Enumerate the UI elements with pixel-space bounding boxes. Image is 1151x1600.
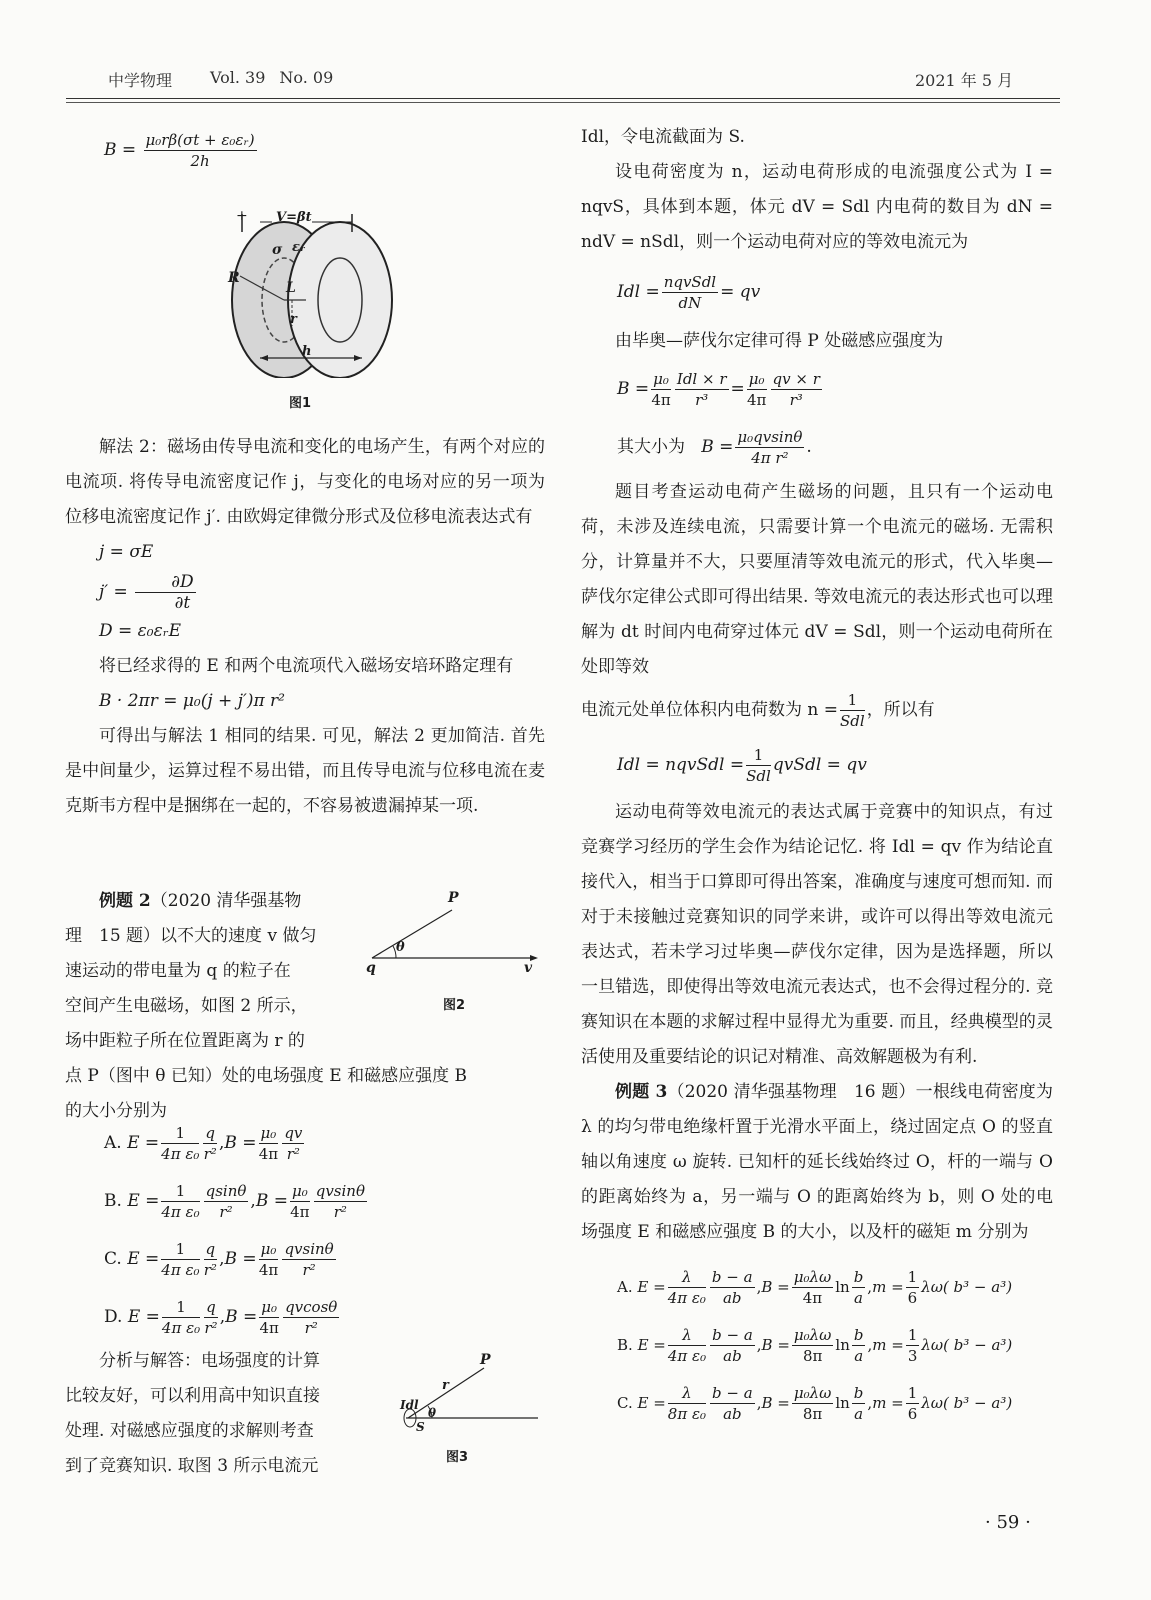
answer-line2: 比较友好，可以利用高中知识直接 <box>65 1386 320 1406</box>
option-d: D. E = $\frac{1}{\text{4π ε₀}}$ $\frac{q}{\text{r²}}$ , B = $\frac{\text{μ₀}}{4\pi}$ $\frac{qvcos\theta}{\text{r²}}$ <box>104 1297 338 1337</box>
running-header <box>108 68 333 91</box>
ex3-option-c: C. E = $\frac{\lambda}{\text{8π ε₀}}$ $\frac{b - a}{ab}$ , B = $\frac{\text{μ₀λω}}{8\pi}$ ln $\frac{b}{a}$ , m = $\frac{1}{6}$ λω( b³ − a³) <box>617 1383 1013 1423</box>
example-2-line7: 的大小分别为 <box>65 1101 167 1121</box>
figure-3 <box>396 1352 546 1436</box>
fig2-q: q <box>366 960 376 976</box>
figure-3-caption: 图3 <box>446 1450 469 1465</box>
example-2-line2: 理 15 题）以不大的速度 v 做匀 <box>65 926 317 946</box>
fig3-r: r <box>442 1378 449 1393</box>
fig3-Idl: Idl <box>400 1398 419 1412</box>
fig3-theta: θ <box>428 1406 437 1420</box>
discussion-paragraph: 题目考查运动电荷产生磁场的问题，且只有一个运动电荷，未涉及连续电流，只需要计算一个电流元的磁场. 无需积分，计算量并不大，只要厘清等效电流元的形式，代入毕奥—萨伐尔定律公式即可得出结果. 等效电流元的表达形式也可以理解为 dt 时间内电荷穿过体元 dV = Sdl，则一个运动电荷所在处即等效 <box>581 482 1053 677</box>
volume: Vol. 39 <box>210 68 266 87</box>
equation-magnitude: 其大小为 B = $\frac{\text{μ₀qvsinθ}}{\text{4π r²}}$ . <box>617 427 812 467</box>
fig1-voltage-label: V=βt <box>276 210 312 225</box>
journal-name: 中学物理 <box>108 71 173 90</box>
issue-number: No. 09 <box>279 68 334 87</box>
issue-date: 2021 年 5 月 <box>915 71 1014 90</box>
equation-biot-savart: B = $\frac{\text{μ₀}}{4\pi}$ $\frac{\text{Idl × r}}{\text{r³}}$ = $\frac{\text{μ₀}}{4\pi}$ $\frac{qv \times r}{\text{r³}}$ <box>617 369 820 409</box>
answer-line3: 处理. 对磁感应强度的求解则考查 <box>65 1421 314 1441</box>
fig3-P: P <box>480 1352 491 1368</box>
fig2-P: P <box>448 890 459 906</box>
header-rule <box>66 98 1060 99</box>
left-column <box>65 430 545 824</box>
analysis-answer <box>65 1344 375 1484</box>
example-2-title: 例题 2 <box>99 891 151 911</box>
fig1-plus: + <box>236 208 248 224</box>
example-2-line1: （2020 清华强基物 <box>150 891 302 911</box>
fig1-R: R <box>228 270 240 286</box>
answer-line1: 分析与解答：电场强度的计算 <box>99 1351 320 1371</box>
equation-D: D = ε₀εᵣE <box>99 621 182 641</box>
equation-equivalence: Idl = nqvSdl = $\frac{1}{\text{Sdl}}$ qvSdl = qv <box>617 745 867 785</box>
example-2-line3: 速运动的带电量为 q 的粒子在 <box>65 961 291 981</box>
example-2-options <box>104 1114 544 1346</box>
fig2-v: v <box>524 960 533 976</box>
ampere-paragraph: 将已经求得的 E 和两个电流项代入磁场安培环路定理有 <box>99 656 514 676</box>
fig1-r: r <box>290 312 297 327</box>
option-c: C. E = $\frac{1}{\text{4π ε₀}}$ $\frac{q}{\text{r²}}$ , B = $\frac{\text{μ₀}}{4\pi}$ $\frac{qvsin\theta}{\text{r²}}$ <box>104 1239 334 1279</box>
fig1-h: h <box>302 344 312 359</box>
option-a: A. E = $\frac{1}{\text{4π ε₀}}$ $\frac{q}{\text{r²}}$ , B = $\frac{\text{μ₀}}{4\pi}$ $\frac{qv}{\text{r²}}$ <box>104 1123 303 1163</box>
fig1-sigma: σ <box>272 242 283 258</box>
example-2-line4: 空间产生电磁场，如图 2 所示， <box>65 996 308 1016</box>
option-b: B. E = $\frac{1}{\text{4π ε₀}}$ $\frac{qsin\theta}{\text{r²}}$ , B = $\frac{\text{μ₀}}{4\pi}$ $\frac{qvsin\theta}{\text{r²}}$ <box>104 1181 365 1221</box>
fig1-eps: εᵣ <box>292 240 306 255</box>
right-column <box>581 120 1053 1432</box>
example-3-title: 例题 3 <box>615 1082 668 1102</box>
figure-2 <box>366 890 546 976</box>
example-2-line5: 场中距粒子所在位置距离为 r 的 <box>65 1031 305 1051</box>
page-number: · 59 · <box>985 1512 1031 1533</box>
example-3-options <box>581 1258 1053 1432</box>
equation-top: B = $\frac{\text{μ₀rβ(σt + ε₀εᵣ)}}{2h}$ <box>104 131 255 170</box>
conclusion-paragraph: 可得出与解法 1 相同的结果. 可见，解法 2 更加简洁. 首先是中间量少，运算过程不易出错，而且传导电流与位移电流在麦克斯韦方程中是捆绑在一起的，不容易被遗漏掉某一项. <box>65 726 545 816</box>
density-line: 电流元处单位体积内电荷数为 n = $\frac{1}{\text{Sdl}}$ ，所以有 <box>581 690 935 730</box>
header-rule-thin <box>66 102 1060 103</box>
solution-2-paragraph: 解法 2：磁场由传导电流和变化的电场产生，有两个对应的电流项. 将传导电流密度记作 j，与变化的电场对应的另一项为位移电流密度记作 j′. 由欧姆定律微分形式及位移电流表达式有 <box>65 437 545 527</box>
fig3-S: S <box>416 1420 425 1434</box>
ex3-option-a: A. E = $\frac{\lambda}{\text{4π ε₀}}$ $\frac{b - a}{ab}$ , B = $\frac{\text{μ₀λω}}{4\pi}$ ln $\frac{b}{a}$ , m = $\frac{1}{6}$ λω( b³ − a³) <box>617 1267 1013 1307</box>
right-line1: Idl，令电流截面为 S. <box>581 127 745 147</box>
ex3-option-b: B. E = $\frac{\lambda}{\text{4π ε₀}}$ $\frac{b - a}{ab}$ , B = $\frac{\text{μ₀λω}}{8\pi}$ ln $\frac{b}{a}$ , m = $\frac{1}{3}$ λω( b³ − a³) <box>617 1325 1013 1365</box>
answer-line4: 到了竞赛知识. 取图 3 所示电流元 <box>65 1456 319 1476</box>
fig1-L: L <box>286 280 296 296</box>
example-2-line6: 点 P（图中 θ 已知）处的电场强度 E 和磁感应强度 B <box>65 1066 467 1086</box>
figure-1 <box>212 208 402 378</box>
figure-1-caption: 图1 <box>289 396 312 411</box>
equation-j-prime: j′ = $\frac{\partial D}{\partial t}$ <box>99 572 194 613</box>
competition-paragraph: 运动电荷等效电流元的表达式属于竞赛中的知识点，有过竞赛学习经历的学生会作为结论记忆. 将 Idl = qv 作为结论直接代入，相当于口算即可得出答案，准确度与速度可想而知. 而对于未接触过竞赛知识的同学来讲，或许可以得出等效电流元表达式，若未学习过毕奥—萨伐尔定律，因为是选择题，所以一旦错选，即使得出等效电流元表达式，也不会得过程分的. 竞赛知识在本题的求解过程中显得尤为重要. 而且，经典模型的灵活使用及重要结论的识记对精准、高效解题极为有利. <box>581 802 1053 1067</box>
example-3: 例题 3（2020 清华强基物理 16 题）一根线电荷密度为 λ 的均匀带电绝缘杆置于光滑水平面上，绕过固定点 O 的竖直轴以角速度 ω 旋转. 已知杆的延长线始终过 O，杆的一端与 O 的距离始终为 a，另一端与 O 的距离始终为 b，则 O 处的电场强度 E 和磁感应强度 B 的大小，以及杆的磁矩 m 分别为 <box>581 1082 1053 1242</box>
equation-current-element: Idl = $\frac{\text{nqvSdl}}{dN}$ = qv <box>617 272 761 312</box>
equation-j: j = σE <box>99 542 154 562</box>
example-2 <box>65 884 365 1059</box>
charge-density-paragraph: 设电荷密度为 n，运动电荷形成的电流强度公式为 I = nqvS，具体到本题，体元 dV = Sdl 内电荷的数目为 dN = ndV = nSdl，则一个运动电荷对应的等效电流元为 <box>581 162 1053 252</box>
figure-2-caption: 图2 <box>443 998 466 1013</box>
biot-savart-paragraph: 由毕奥—萨伐尔定律可得 P 处磁感应强度为 <box>615 331 944 351</box>
equation-ampere: B · 2πr = μ₀(j + j′)π r² <box>99 691 285 711</box>
fig2-theta: θ <box>396 940 405 955</box>
